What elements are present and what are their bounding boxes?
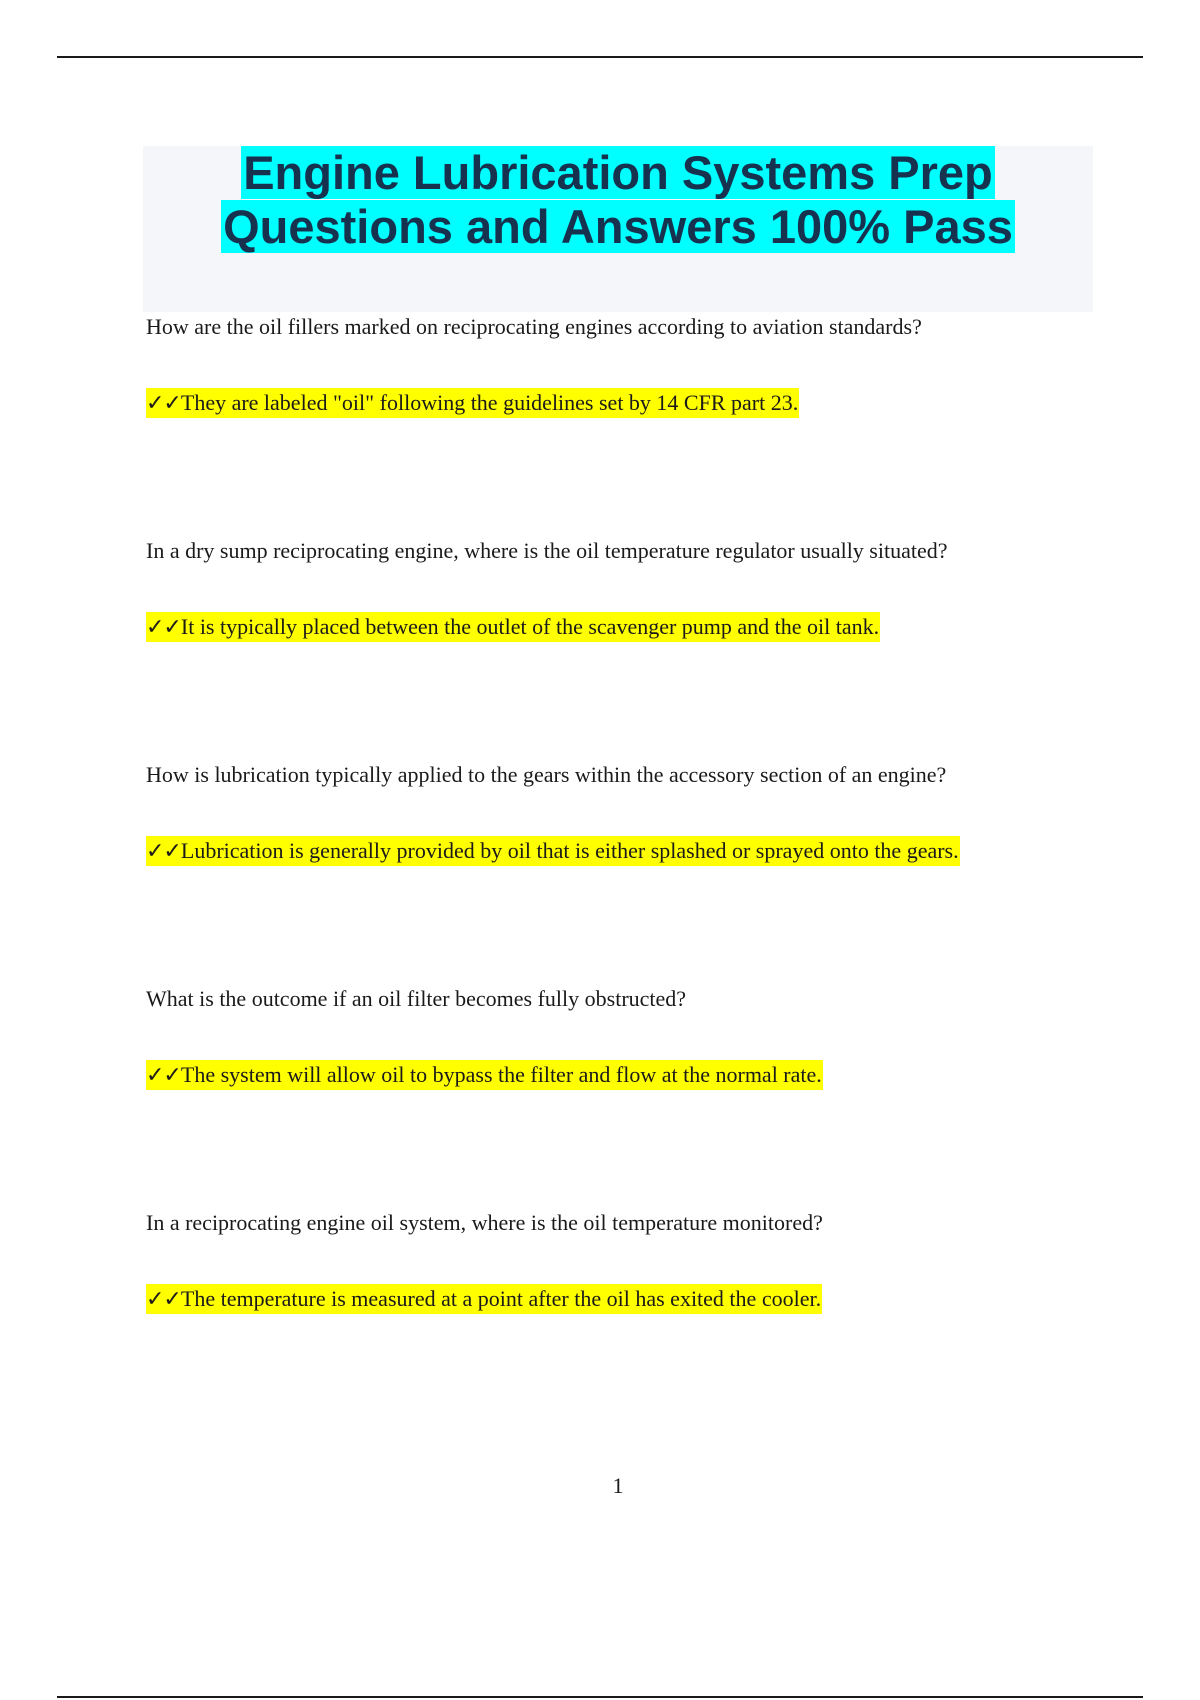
question-text: In a reciprocating engine oil system, where is the oil temperature monitored? [146,1210,823,1235]
question-text: What is the outcome if an oil filter becomes fully obstructed? [146,986,687,1011]
answer-text [146,389,799,418]
answer-text [146,1061,823,1090]
double-check-icon: ✓✓ [146,839,181,864]
answer-label: The system will allow oil to bypass the filter and flow at the normal rate. [180,1062,822,1087]
question-text: How is lubrication typically applied to the gears within the accessory section of an engine? [146,762,947,787]
question-text: In a dry sump reciprocating engine, where is the oil temperature regulator usually situated? [146,538,948,563]
answer-text [146,613,880,642]
double-check-icon: ✓✓ [146,1063,181,1088]
double-check-icon: ✓✓ [146,615,181,640]
answer-label: They are labeled "oil" following the guidelines set by 14 CFR part 23. [180,390,799,415]
answer-label: The temperature is measured at a point after the oil has exited the cooler. [180,1286,822,1311]
header-rule [57,56,1143,58]
title-line-1: Engine Lubrication Systems Prep [243,146,993,199]
footer-rule [57,1696,1143,1698]
question-text: How are the oil fillers marked on reciprocating engines according to aviation standards? [146,314,922,339]
title-line-2: Questions and Answers 100% Pass [223,200,1013,253]
answer-label: Lubrication is generally provided by oil that is either splashed or sprayed onto the gears. [180,838,959,863]
document-title [143,146,1093,254]
answer-text [146,1285,822,1314]
page-number: 1 [612,1473,624,1498]
answer-text [146,837,960,866]
double-check-icon: ✓✓ [146,1287,181,1312]
double-check-icon: ✓✓ [146,391,181,416]
answer-label: It is typically placed between the outlet of the scavenger pump and the oil tank. [180,614,880,639]
title-block [143,146,1093,312]
